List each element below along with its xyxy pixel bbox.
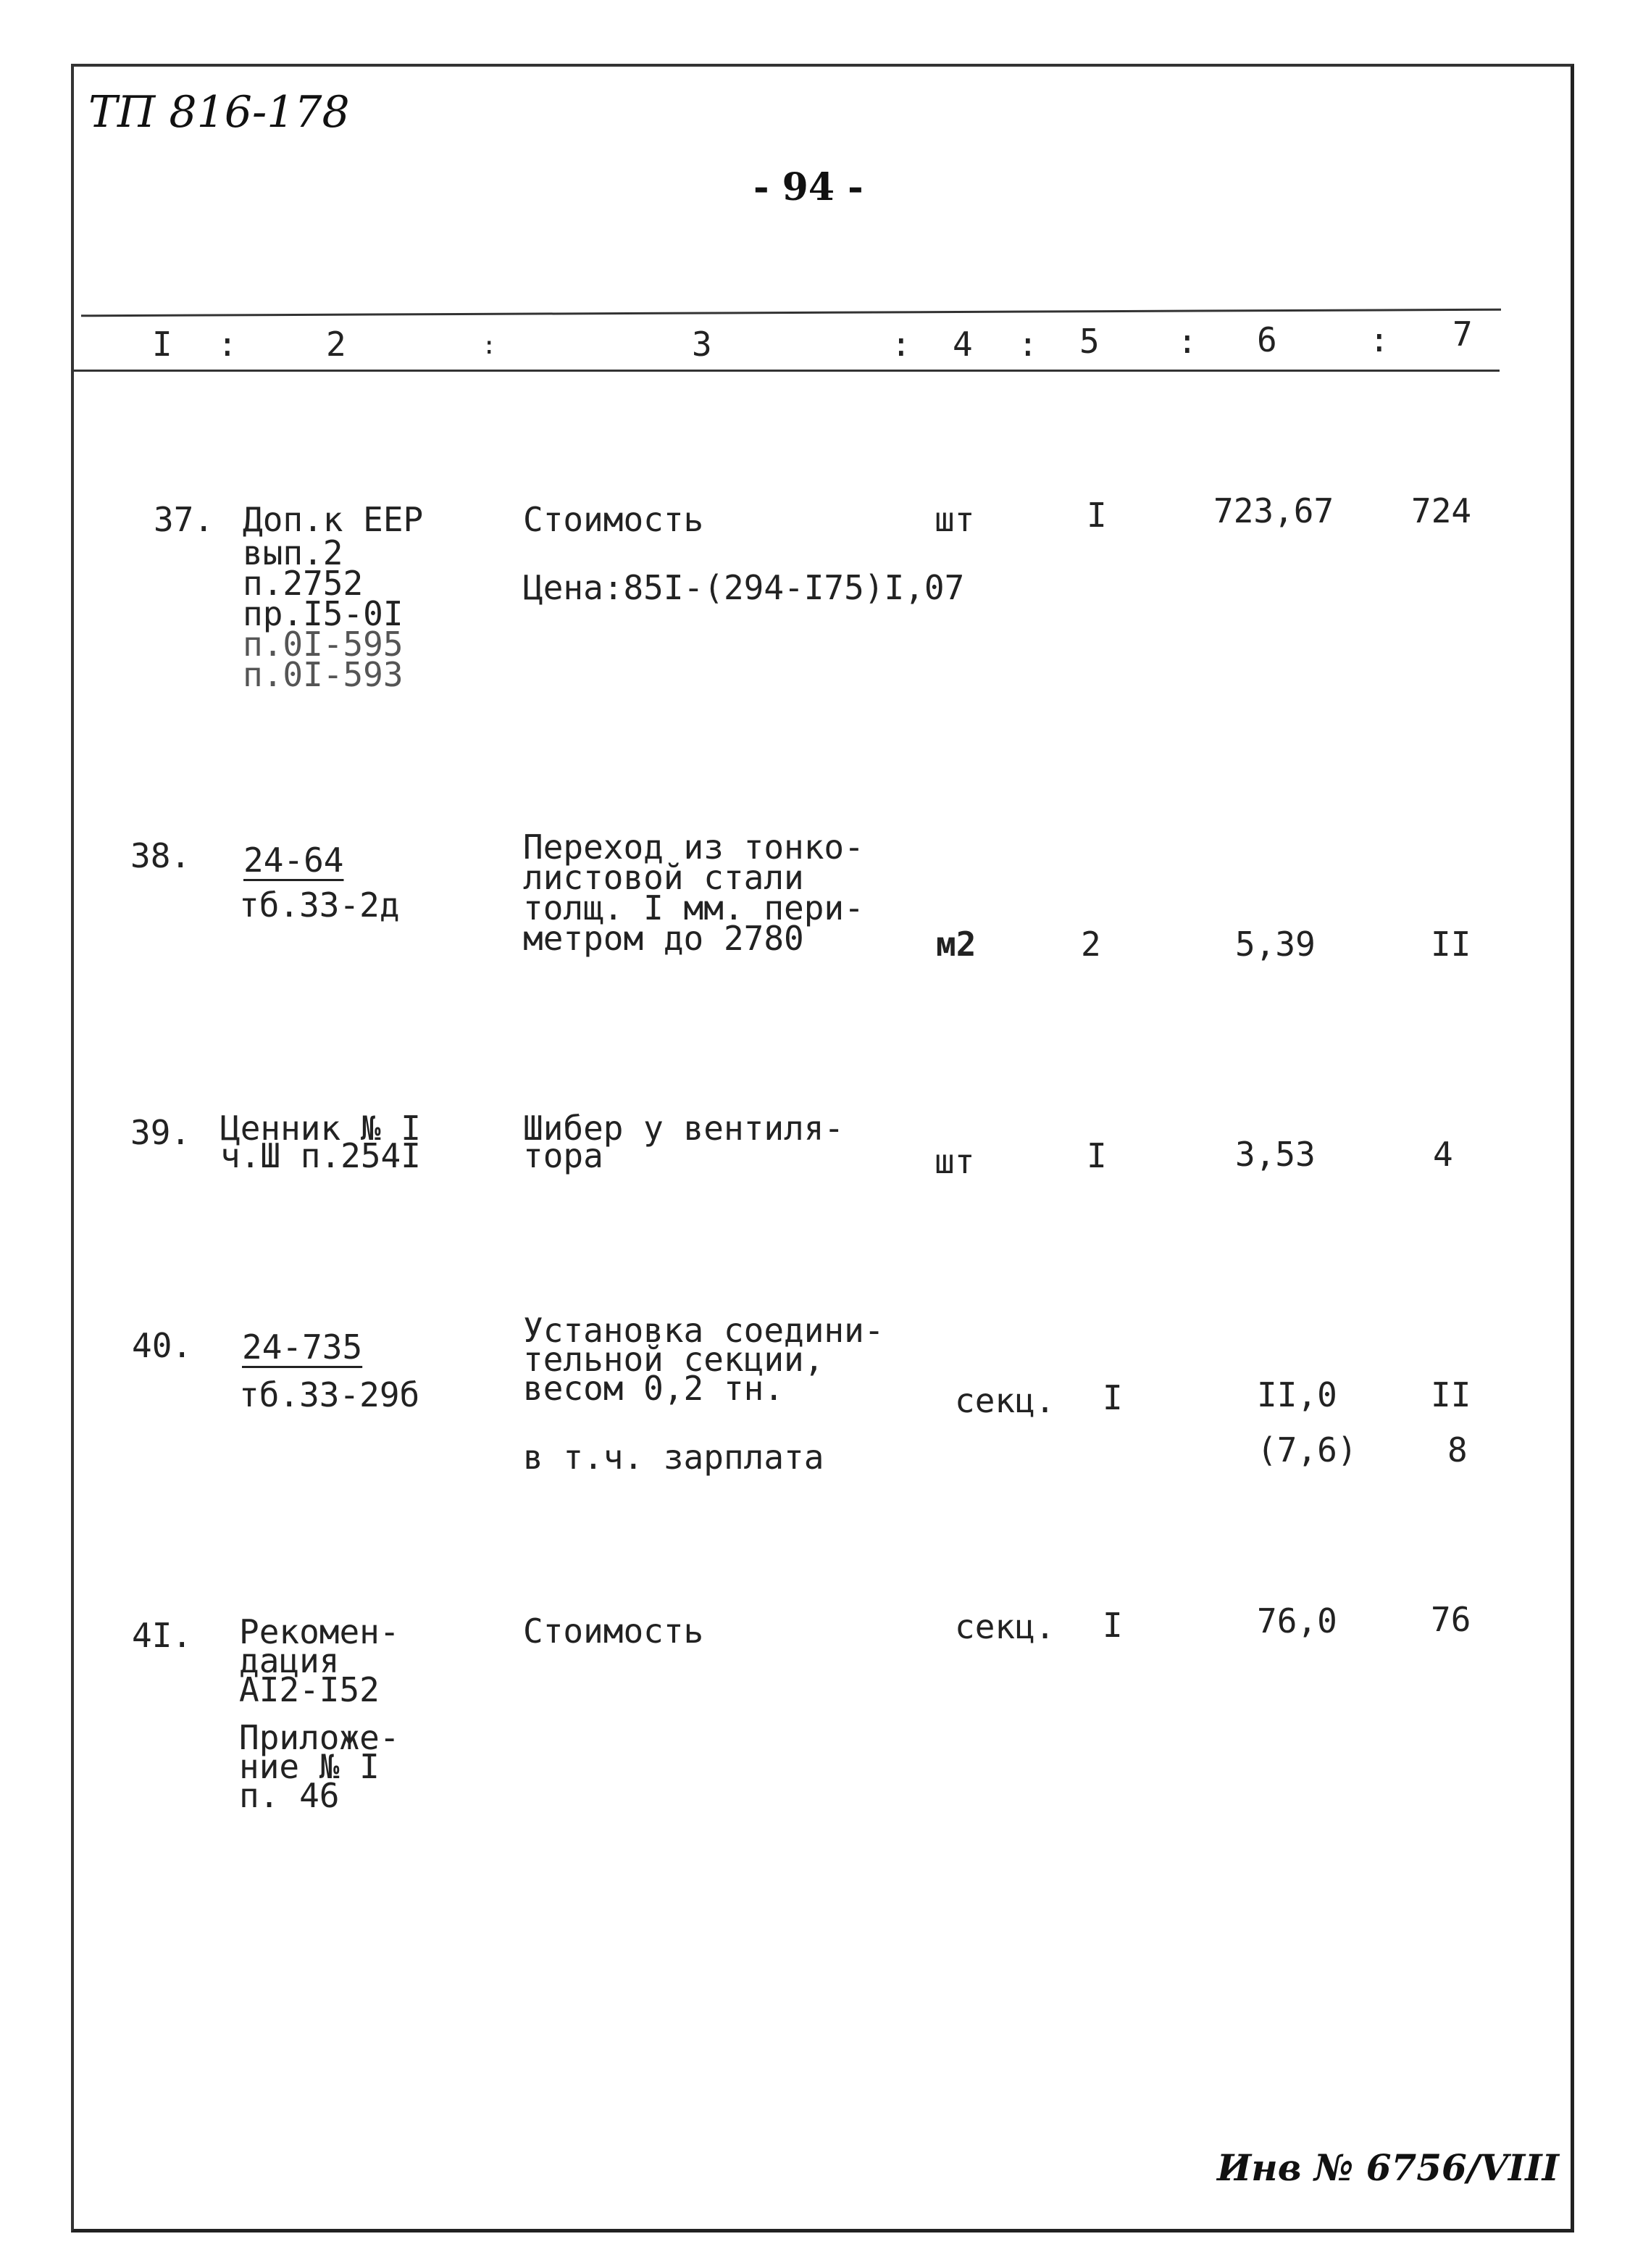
- row-description: Стоимость: [523, 500, 704, 539]
- row-number: 39.: [130, 1113, 191, 1152]
- row-price: 723,67: [1213, 491, 1334, 530]
- row-total: 76: [1431, 1600, 1471, 1639]
- row-total: 4: [1433, 1135, 1453, 1174]
- row-quantity: I: [1087, 496, 1107, 535]
- row-quantity: I: [1087, 1136, 1107, 1175]
- header-rule-bottom: [72, 370, 1500, 372]
- row-total: 724: [1411, 491, 1472, 530]
- row-reference: Ценник № I ч.Ш п.254I: [220, 1109, 421, 1175]
- inventory-number: Инв № 6756/VIII: [1217, 2146, 1560, 2189]
- row-unit: м2: [936, 925, 977, 964]
- row-description: Установка соедини- тельной секции, весом 0,2 тн.: [523, 1311, 885, 1408]
- row-total: II: [1431, 925, 1471, 964]
- row-reference: Рекомен- дация АI2-I52 Приложе- ние № I п. 46: [239, 1612, 400, 1815]
- page-number: - 94 -: [753, 165, 864, 209]
- row-quantity: I: [1103, 1378, 1123, 1417]
- col-7: 7: [1452, 314, 1473, 354]
- col-sep: :: [1177, 322, 1197, 361]
- col-6: 6: [1257, 320, 1277, 359]
- row-price: 76,0: [1257, 1601, 1337, 1640]
- row-unit: секц.: [955, 1381, 1055, 1420]
- col-sep: :: [891, 325, 911, 364]
- row-quantity: 2: [1081, 925, 1101, 964]
- col-5: 5: [1079, 322, 1100, 361]
- row-description-note: Цена:85I-(294-I75)I,07: [523, 568, 965, 607]
- col-sep: :: [1369, 320, 1389, 359]
- row-price: 5,39: [1235, 925, 1316, 964]
- col-2: 2: [326, 325, 346, 364]
- document-code: ТП 816-178: [88, 87, 350, 138]
- row-unit: шт: [935, 1142, 975, 1181]
- row-description: Шибер у вентиля- тора: [523, 1109, 845, 1175]
- row-total-salary: 8: [1447, 1430, 1468, 1469]
- row-number: 40.: [132, 1326, 193, 1365]
- row-number: 37.: [154, 500, 214, 539]
- row-number: 4I.: [132, 1616, 193, 1655]
- row-price: II,0: [1257, 1375, 1337, 1414]
- col-sep: :: [217, 325, 238, 364]
- row-reference: 24-64 тб.33-2д: [239, 841, 400, 925]
- row-number: 38.: [130, 836, 191, 875]
- row-price-salary: (7,6): [1257, 1430, 1358, 1469]
- row-quantity: I: [1103, 1606, 1123, 1645]
- row-description: Переход из тонко- листовой стали толщ. I мм. пери- метром до 2780: [523, 827, 864, 958]
- row-unit: шт: [935, 500, 975, 539]
- row-description-note: в т.ч. зарплата: [523, 1438, 824, 1477]
- col-1: I: [152, 325, 172, 364]
- col-sep: :: [482, 331, 497, 360]
- row-unit: секц.: [955, 1607, 1055, 1646]
- row-reference: Доп.к ЕЕР вып.2 п.2752 пр.I5-0I п.0I-595 п.0I-593: [243, 500, 424, 694]
- row-description: Стоимость: [523, 1612, 704, 1651]
- row-price: 3,53: [1235, 1135, 1316, 1174]
- col-3: 3: [692, 325, 712, 364]
- row-total: II: [1431, 1375, 1471, 1414]
- col-4: 4: [953, 325, 973, 364]
- row-reference: 24-735 тб.33-29б: [239, 1327, 420, 1414]
- col-sep: :: [1018, 325, 1038, 364]
